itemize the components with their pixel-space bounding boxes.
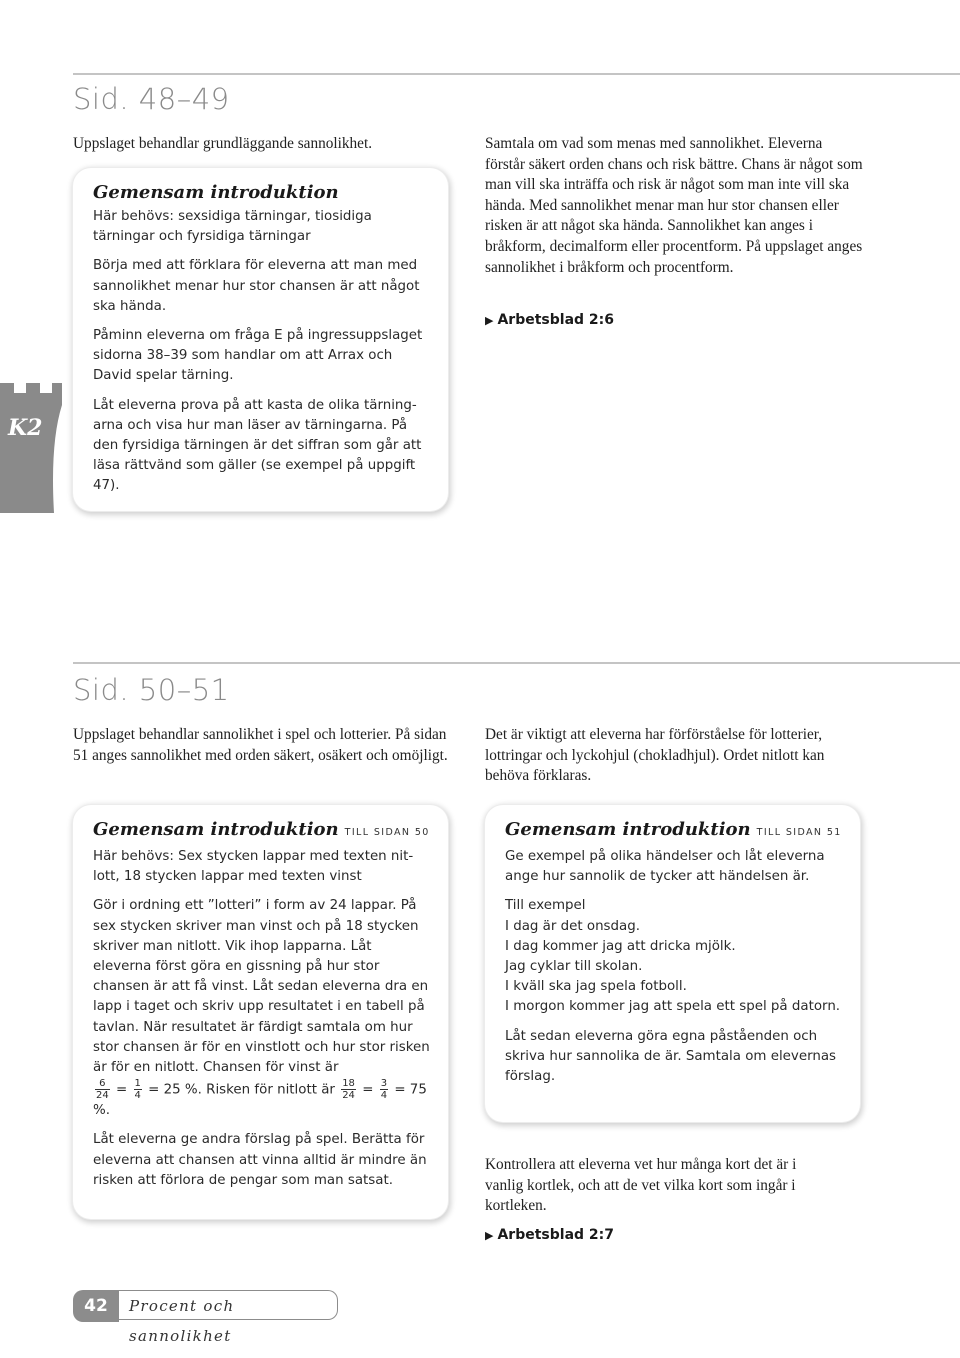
examples-list — [505, 896, 842, 1017]
fraction-denominator: 24 — [342, 1090, 355, 1102]
box-title-text: Gemensam introduktion — [93, 819, 339, 840]
section-heading-48-49: Sid. 48–49 — [73, 82, 230, 116]
section-intro: Uppslaget behandlar sannolikhet i spel och lotterier. På sidan 51 anges sannolikhet med orden säkert, osäkert och omöjligt. — [73, 726, 448, 764]
fraction-denominator: 4 — [134, 1090, 141, 1102]
worksheet-link-2-6[interactable] — [485, 312, 614, 328]
box-subtitle: TILL SIDAN 50 — [344, 827, 430, 838]
fraction-denominator: 4 — [380, 1090, 388, 1102]
section-heading-50-51: Sid. 50–51 — [73, 673, 230, 707]
box-subtitle: TILL SIDAN 51 — [756, 827, 842, 838]
box-paragraph: Påminn eleverna om fråga E på ingressuppslaget sidorna 38–39 som handlar om att Arrax och David spelar tärning. — [93, 328, 423, 384]
equals-sign: = — [362, 1082, 374, 1098]
right-column-text: Samtala om vad som menas med sannolikhet. Eleverna förstår säkert orden chans och risk bättre. Chans är något som man vill ska inträffa och risk är något som man inte vill ska hända. Med sannolikhet menar man hur stor chansen eller risken är att något ska hända. Sannolikhet kan anges i bråkform, decimalform eller procentform. På uppslaget anges sannolikhet i bråkform och procentform. — [485, 135, 863, 276]
section-divider — [73, 662, 960, 664]
fraction-numerator: 1 — [134, 1078, 141, 1090]
worksheet-link-2-7[interactable] — [485, 1227, 614, 1243]
box-paragraph: Gör i ordning ett ”lotteri” i form av 24 lappar. På sex stycken skriver man vinst och på 18 stycken skriver man nitlott. Vik ihop lapparna. Låt eleverna först göra en gissning på hur stor chansen är att få vinst. Låt sedan eleverna dra en lapp i taget och skriv upp resultatet i en tabell på tavlan. När resultatet är färdigt samtala om hur stor chansen är för en vinstlott och hur stor risken är för en nitlott. Chansen för vinst är — [93, 898, 430, 1076]
box-paragraph: Ge exempel på olika händelser och låt eleverna ange hur sannolik de tycker att händelsen är. — [505, 849, 825, 885]
play-arrow-icon: ▶ — [485, 1229, 494, 1242]
example-item: Jag cyklar till skolan. — [505, 959, 643, 975]
box-paragraph: Låt eleverna prova på att kasta de olika tärningarna och visa hur man läser av tärningarna. På den fyrsidiga tärningen är det siffran som går att läsa rättvänd som gäller (se exempel på uppgift 47). — [93, 397, 422, 494]
fraction — [134, 1078, 142, 1101]
box-paragraph: Låt sedan eleverna göra egna påståenden och skriva hur sannolika de är. Samtala om elevernas förslag. — [505, 1028, 837, 1085]
intro-box-48-49 — [73, 168, 448, 511]
fraction-line — [93, 1078, 430, 1121]
chapter-title: Procent och sannolikhet — [119, 1290, 338, 1320]
chapter-tab-label: K2 — [8, 415, 43, 441]
worksheet-label: Arbetsblad 2:7 — [497, 1227, 614, 1243]
worksheet-label: Arbetsblad 2:6 — [497, 312, 614, 328]
intro-box-sidan-50 — [73, 805, 448, 1219]
equals-sign: = — [116, 1082, 128, 1098]
box-paragraph: Börja med att förklara för eleverna att man med sannolikhet menar hur stor chansen är att något ska hända. — [93, 258, 420, 314]
fraction-numerator: 3 — [380, 1078, 388, 1090]
fraction-text: = 75 %. — [93, 1082, 427, 1119]
box-title: Gemensam introduktion — [93, 182, 339, 203]
chapter-tab-icon — [0, 383, 62, 513]
intro-box-sidan-51 — [485, 805, 860, 1122]
example-item: Till exempel — [505, 898, 586, 914]
play-arrow-icon: ▶ — [485, 314, 494, 327]
page-number: 42 — [73, 1290, 119, 1322]
example-item: I dag är det onsdag. — [505, 918, 640, 934]
fraction-denominator: 24 — [96, 1090, 109, 1102]
example-item: I dag kommer jag att dricka mjölk. — [505, 938, 736, 954]
box-paragraph: Låt eleverna ge andra förslag på spel. Berätta för eleverna att chansen att vinna alltid är mindre än risken att förlora de pengar som man satsat. — [93, 1132, 427, 1188]
materials-text: Här behövs: Sex stycken lappar med texten nitlott, 18 stycken lappar med texten vinst — [93, 849, 414, 885]
section-intro: Uppslaget behandlar grundläggande sannolikhet. — [73, 135, 373, 152]
fraction-text: = 25 %. Risken för nitlott är — [148, 1082, 335, 1098]
example-item: I kväll ska jag spela fotboll. — [505, 979, 687, 995]
box-title-text: Gemensam introduktion — [505, 819, 751, 840]
box-title — [505, 818, 842, 845]
example-item: I morgon kommer jag att spela ett spel på datorn. — [505, 999, 841, 1015]
section-intro-right: Det är viktigt att eleverna har förförståelse för lotterier, lottringar och lyckohjul (chokladhjul). Ordet nitlott kan behöva förklaras. — [485, 726, 825, 785]
right-column-text: Kontrollera att eleverna vet hur många kort det är i vanlig kortlek, och att de vet vilka kort som ingår i kortleken. — [485, 1156, 797, 1215]
box-title — [93, 818, 430, 845]
top-rule — [73, 73, 960, 75]
fraction — [380, 1078, 388, 1101]
materials-text: Här behövs: sexsidiga tärningar, tiosidiga tärningar och fyrsidiga tärningar — [93, 209, 372, 245]
fraction-numerator: 18 — [342, 1078, 355, 1090]
fraction — [95, 1078, 110, 1101]
fraction-numerator: 6 — [95, 1078, 110, 1090]
fraction — [341, 1078, 356, 1101]
